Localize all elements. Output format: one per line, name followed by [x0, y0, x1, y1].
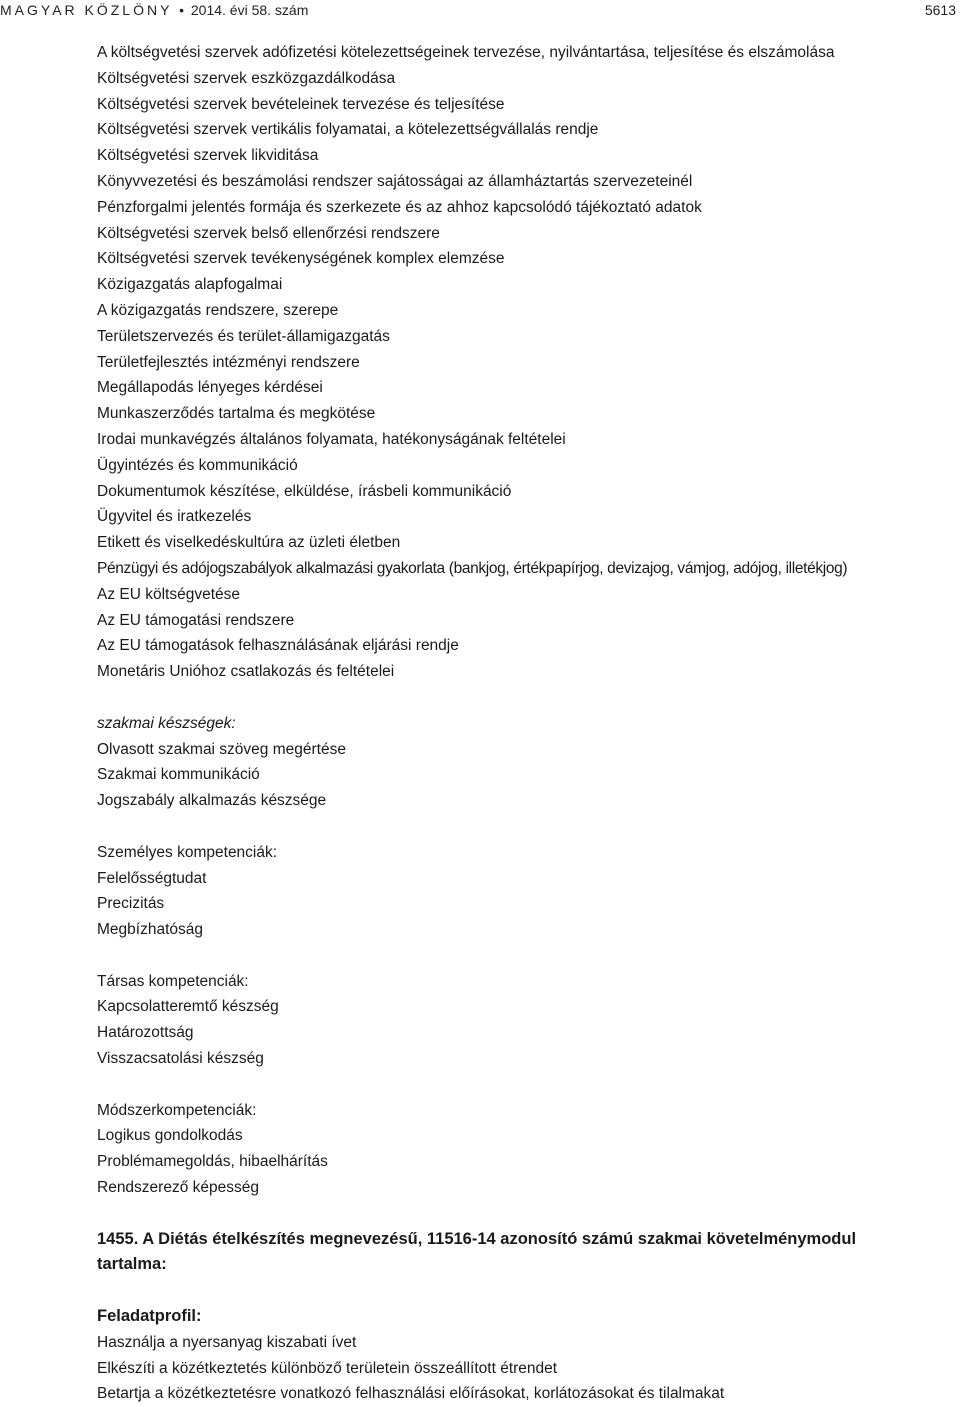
personal-competencies-section [97, 840, 957, 943]
list-item: Használja a nyersanyag kiszabati ívet [97, 1333, 357, 1351]
module-heading: 1455. A Diétás ételkészítés megnevezésű, 11516-14 azonosító számú szakmai követelménymodul tartalma: [97, 1229, 857, 1274]
list-item: Betartja a közétkeztetésre vonatkozó felhasználási előírásokat, korlátozásokat és tilalmakat [97, 1385, 725, 1403]
professional-skills-section [97, 711, 957, 814]
topic-item: Költségvetési szervek bevételeinek tervezése és teljesítése [97, 95, 505, 113]
topic-item: Megállapodás lényeges kérdései [97, 379, 323, 397]
list-item: Rendszerező képesség [97, 1179, 259, 1197]
task-profile-section [97, 1304, 957, 1407]
list-item: Visszacsatolási készség [97, 1050, 264, 1068]
list-item: Olvasott szakmai szöveg megértése [97, 740, 346, 758]
topic-item: Monetáris Unióhoz csatlakozás és feltételei [97, 663, 395, 681]
topic-item: Könyvvezetési és beszámolási rendszer sajátosságai az államháztartás szervezeteinél [97, 172, 693, 190]
page-header [0, 0, 960, 22]
topic-item: Dokumentumok készítése, elküldése, írásbeli kommunikáció [97, 482, 512, 500]
social-competencies-section [97, 969, 957, 1072]
journal-header [0, 2, 308, 18]
section-title: Személyes kompetenciák: [97, 843, 278, 861]
spacer [97, 943, 957, 969]
topic-item: Területfejlesztés intézményi rendszere [97, 353, 360, 371]
topic-item: A közigazgatás rendszere, szerepe [97, 301, 339, 319]
section-title: Módszerkompetenciák: [97, 1101, 257, 1119]
topic-item: Munkaszerződés tartalma és megkötése [97, 405, 376, 423]
topic-item: Pénzforgalmi jelentés formája és szerkezete és az ahhoz kapcsolódó tájékoztató adatok [97, 198, 702, 216]
journal-name: MAGYAR KÖZLÖNY [0, 2, 173, 18]
page-number: 5613 [924, 2, 956, 18]
topic-item: Költségvetési szervek eszközgazdálkodása [97, 69, 396, 87]
topic-item: Költségvetési szervek belső ellenőrzési rendszere [97, 224, 440, 242]
section-title: Társas kompetenciák: [97, 972, 249, 990]
list-item: Szakmai kommunikáció [97, 766, 260, 784]
topic-item: Pénzügyi és adójogszabályok alkalmazási gyakorlata (bankjog, értékpapírjog, devizajog, vámjog, adójog, illetékjog) [97, 559, 848, 577]
document-body [97, 40, 957, 1407]
list-item: Jogszabály alkalmazás készsége [97, 792, 327, 810]
section-title: Feladatprofil: [97, 1307, 202, 1326]
list-item: Határozottság [97, 1024, 194, 1042]
topic-item: Irodai munkavégzés általános folyamata, hatékonyságának feltételei [97, 430, 566, 448]
spacer [97, 1072, 957, 1098]
topic-item: Költségvetési szervek likviditása [97, 147, 319, 165]
topic-item: Az EU támogatási rendszere [97, 611, 295, 629]
topic-item: A költségvetési szervek adófizetési kötelezettségeinek tervezése, nyilvántartása, teljesítése és elszámolása [97, 44, 835, 61]
topic-item: Közigazgatás alapfogalmai [97, 276, 283, 294]
topic-item: Ügyintézés és kommunikáció [97, 456, 298, 474]
topic-item: Területszervezés és terület-államigazgatás [97, 327, 390, 345]
spacer [97, 1201, 957, 1227]
header-bullet: • [179, 2, 184, 18]
spacer [97, 685, 957, 711]
topic-item: Az EU támogatások felhasználásának eljárási rendje [97, 637, 459, 655]
method-competencies-section [97, 1098, 957, 1201]
spacer [97, 1278, 957, 1304]
topic-item: Költségvetési szervek vertikális folyamatai, a kötelezettségvállalás rendje [97, 121, 599, 139]
topics-list [97, 40, 957, 685]
section-title: szakmai készségek: [97, 714, 236, 732]
spacer [97, 814, 957, 840]
issue-number: 2014. évi 58. szám [190, 2, 309, 18]
list-item: Kapcsolatteremtő készség [97, 998, 279, 1016]
list-item: Megbízhatóság [97, 921, 203, 939]
list-item: Problémamegoldás, hibaelhárítás [97, 1153, 328, 1171]
list-item: Precizitás [97, 895, 165, 913]
topic-item: Ügyvitel és iratkezelés [97, 508, 252, 526]
list-item: Felelősségtudat [97, 869, 207, 887]
list-item: Logikus gondolkodás [97, 1127, 243, 1145]
topic-item: Költségvetési szervek tevékenységének komplex elemzése [97, 250, 505, 268]
topic-item: Az EU költségvetése [97, 585, 241, 603]
list-item: Elkészíti a közétkeztetés különböző területein összeállított étrendet [97, 1359, 558, 1377]
topic-item: Etikett és viselkedéskultúra az üzleti életben [97, 534, 401, 552]
